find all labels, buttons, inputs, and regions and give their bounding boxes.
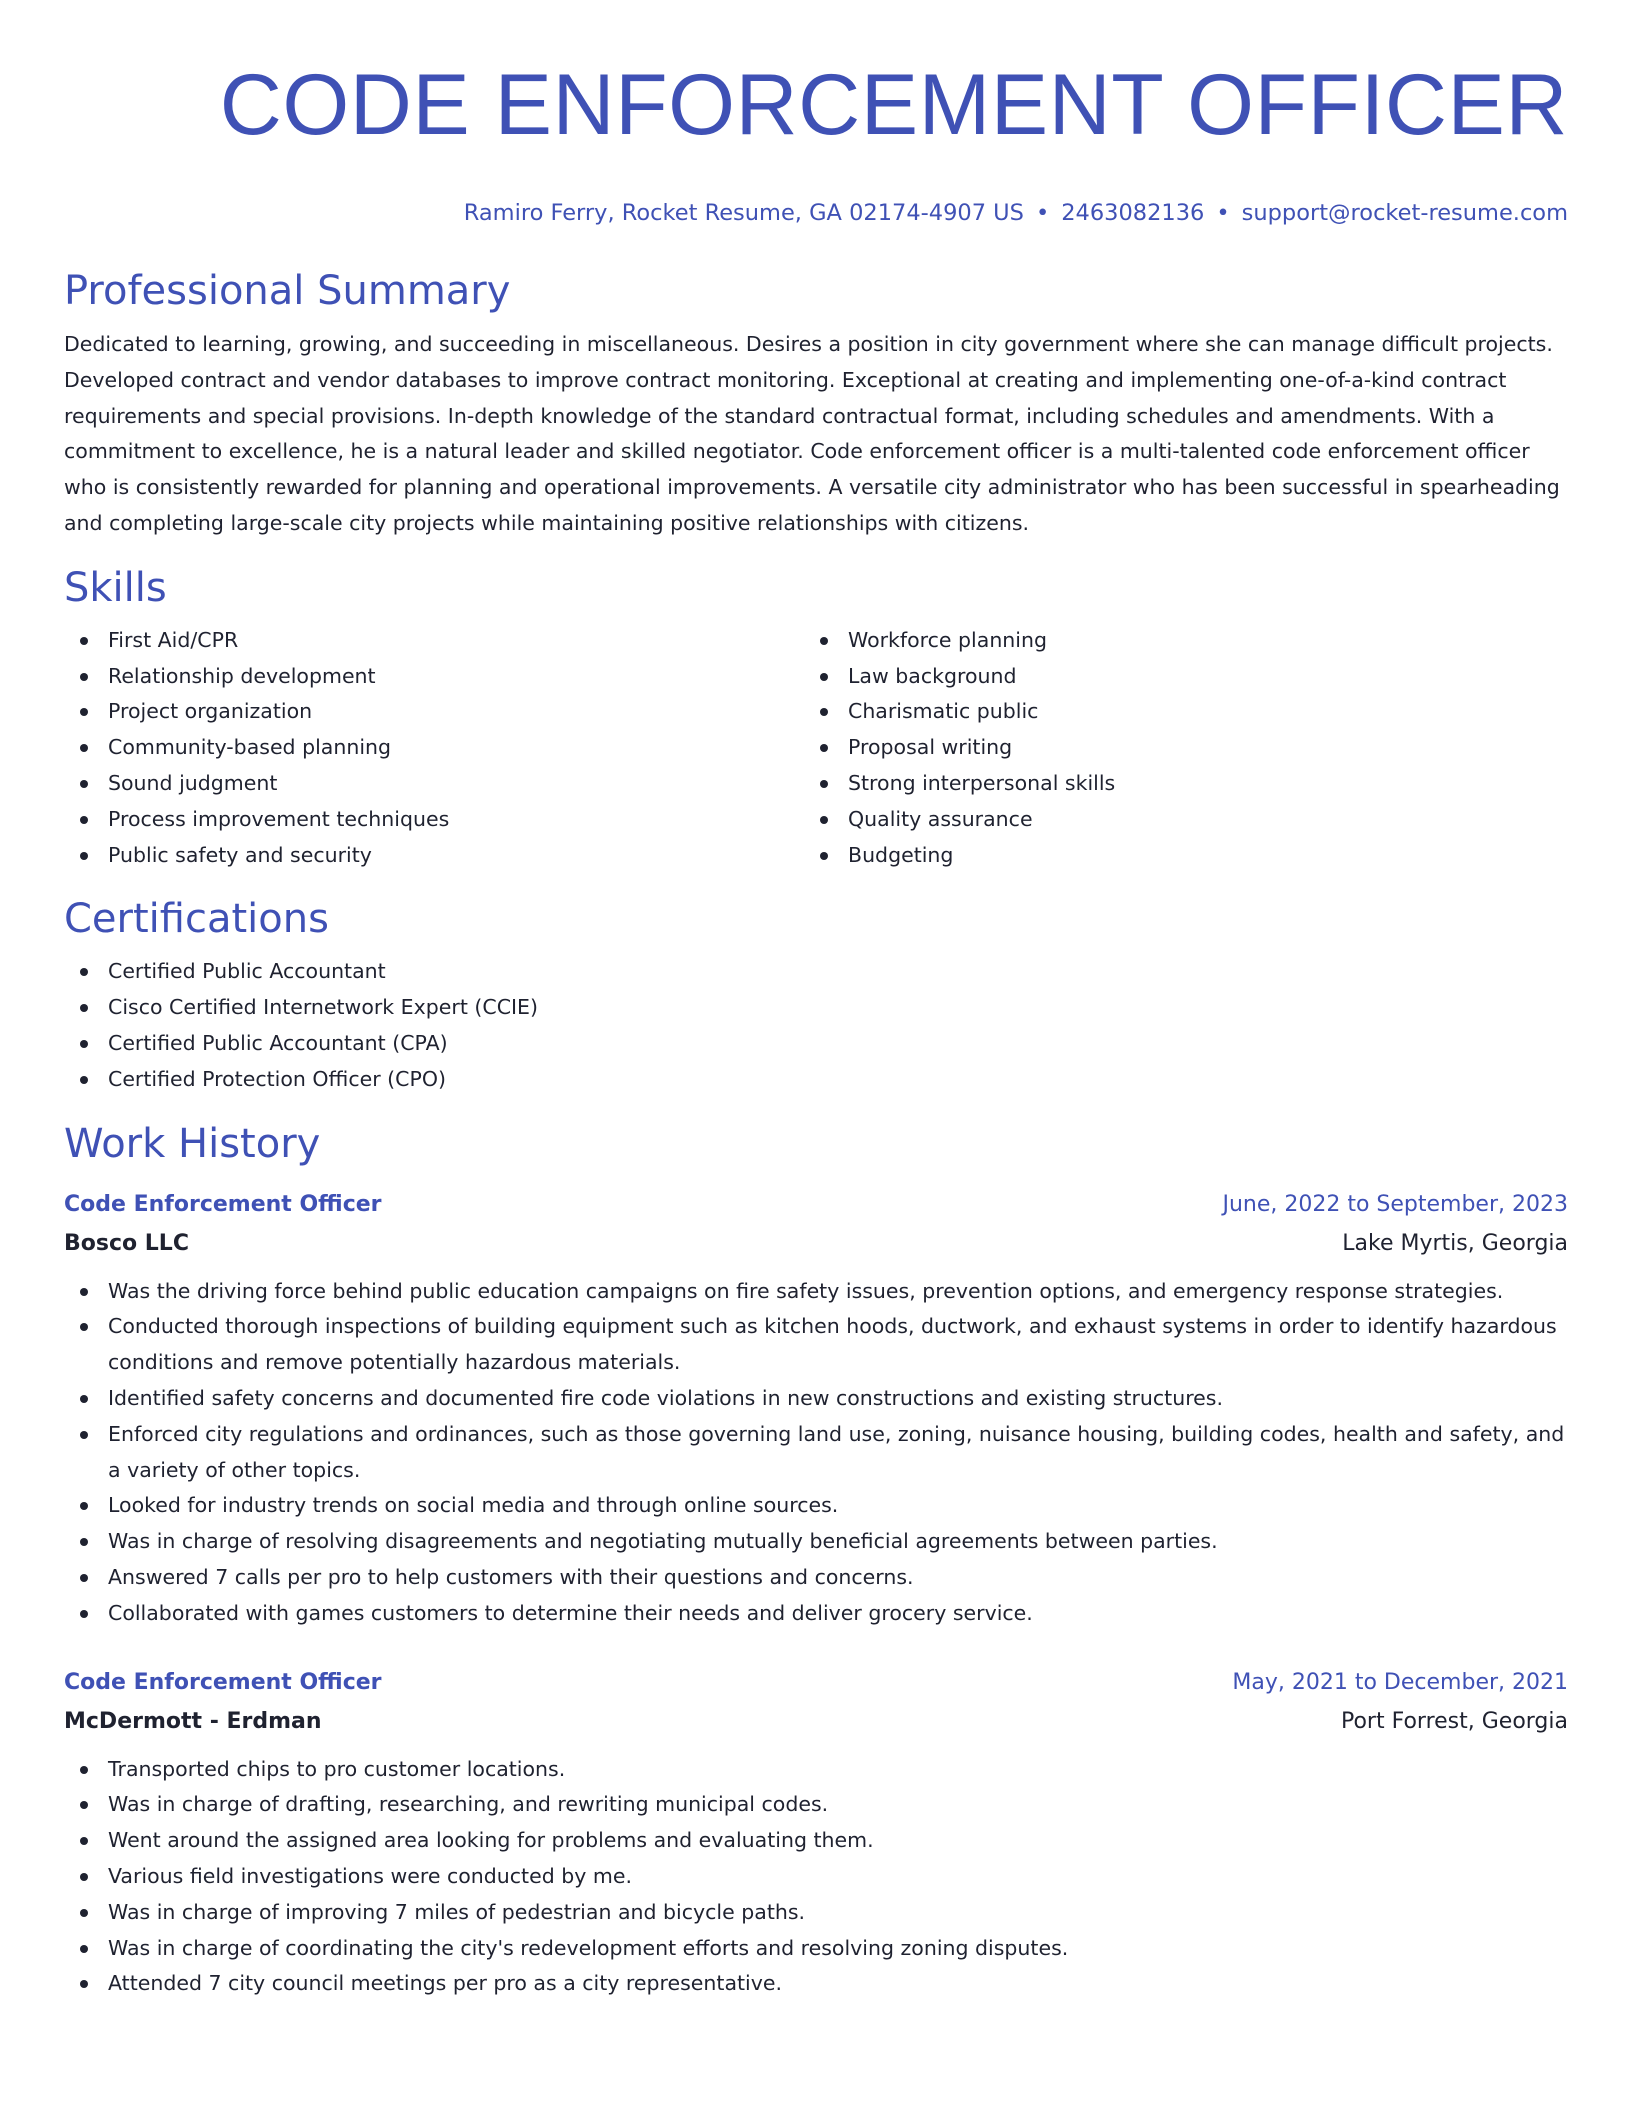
job-duty-item: Various field investigations were conducted by me. (64, 1859, 1568, 1895)
contact-separator: • (1035, 200, 1050, 226)
job-entry (64, 1186, 1568, 1632)
job-company: Bosco LLC (64, 1230, 189, 1256)
skills-heading: Skills (64, 564, 167, 611)
summary-text: Dedicated to learning, growing, and succeeding in miscellaneous. Desires a position in city government where she can manage difficult projects. Developed contract and vendor databases to improve contract monitoring. Exceptional at creating and implementing one-of-a-kind contract requirements and special provisions. In-depth knowledge of the standard contractual format, including schedules and amendments. With a commitment to excellence, he is a natural leader and skilled negotiator. Code enforcement officer is a multi-talented code enforcement officer who is consistently rewarded for planning and operational improvements. A versatile city administrator who has been successful in spearheading and completing large-scale city projects while maintaining positive relationships with citizens. (64, 332, 1560, 535)
certification-item: Cisco Certified Internetwork Expert (CCIE) (64, 990, 1568, 1026)
job-location: Lake Myrtis, Georgia (1342, 1230, 1568, 1256)
summary-section (64, 265, 1568, 542)
skill-item: Budgeting (804, 838, 1544, 874)
skill-item: Proposal writing (804, 730, 1544, 766)
job-duty-item: Was the driving force behind public education campaigns on fire safety issues, prevention options, and emergency response strategies. (64, 1274, 1568, 1310)
job-duty-item: Was in charge of coordinating the city's redevelopment efforts and resolving zoning disputes. (64, 1931, 1568, 1967)
skills-column-left (64, 623, 804, 874)
job-title-heading: CODE ENFORCEMENT OFFICER (219, 57, 1568, 153)
skills-grid (64, 623, 1568, 874)
skill-item: Community-based planning (64, 730, 804, 766)
certification-item: Certified Public Accountant (CPA) (64, 1026, 1568, 1062)
job-title-row (64, 1664, 1568, 1702)
resume-header (64, 55, 1568, 229)
skill-item: Strong interpersonal skills (804, 766, 1544, 802)
job-title-row (64, 1186, 1568, 1224)
job-duty-item: Collaborated with games customers to determine their needs and deliver grocery service. (64, 1596, 1568, 1632)
certification-item: Certified Public Accountant (64, 954, 1568, 990)
contact-separator: • (1216, 200, 1230, 226)
job-company: McDermott - Erdman (64, 1708, 322, 1734)
job-duty-item: Conducted thorough inspections of building equipment such as kitchen hoods, ductwork, and exhaust systems in order to identify hazardous conditions and remove potentially hazardous materials. (64, 1309, 1568, 1381)
job-duty-item: Attended 7 city council meetings per pro as a city representative. (64, 1966, 1568, 2002)
certifications-heading: Certifications (64, 896, 329, 943)
skill-item: Charismatic public (804, 694, 1544, 730)
skill-item: Project organization (64, 694, 804, 730)
job-duty-item: Enforced city regulations and ordinances, such as those governing land use, zoning, nuisance housing, building codes, health and safety, and a variety of other topics. (64, 1417, 1568, 1489)
skills-section (64, 562, 1568, 874)
job-duty-item: Identified safety concerns and documented fire code violations in new constructions and existing structures. (64, 1381, 1568, 1417)
job-duty-item: Went around the assigned area looking for problems and evaluating them. (64, 1823, 1568, 1859)
work-history-section (64, 1118, 1568, 2003)
skill-item: Public safety and security (64, 838, 804, 874)
skills-list-left (64, 623, 804, 874)
skill-item: Quality assurance (804, 802, 1544, 838)
skills-list-right (804, 623, 1544, 874)
job-duty-item: Was in charge of resolving disagreements and negotiating mutually beneficial agreements between parties. (64, 1524, 1568, 1560)
contact-phone: 2463082136 (1061, 200, 1205, 226)
job-duty-item: Was in charge of drafting, researching, and rewriting municipal codes. (64, 1787, 1568, 1823)
contact-address: Ramiro Ferry, Rocket Resume, GA 02174-4907 US (463, 200, 1024, 226)
contact-email: support@rocket-resume.com (1241, 200, 1568, 226)
job-duties-list (64, 1274, 1568, 1632)
skill-item: First Aid/CPR (64, 623, 804, 659)
job-company-row (64, 1702, 1568, 1742)
job-title: Code Enforcement Officer (64, 1669, 382, 1695)
job-dates: May, 2021 to December, 2021 (1232, 1669, 1568, 1695)
job-duty-item: Answered 7 calls per pro to help customers with their questions and concerns. (64, 1560, 1568, 1596)
job-company-row (64, 1224, 1568, 1264)
skill-item: Relationship development (64, 659, 804, 695)
skills-column-right (804, 623, 1544, 874)
skill-item: Sound judgment (64, 766, 804, 802)
work-history-heading: Work History (64, 1120, 321, 1167)
certifications-section (64, 893, 1568, 1097)
job-title: Code Enforcement Officer (64, 1191, 382, 1217)
certification-item: Certified Protection Officer (CPO) (64, 1062, 1568, 1098)
job-entry (64, 1664, 1568, 2003)
job-location: Port Forrest, Georgia (1340, 1708, 1568, 1734)
certifications-list (64, 954, 1568, 1097)
job-duty-item: Transported chips to pro customer locations. (64, 1752, 1568, 1788)
skill-item: Workforce planning (804, 623, 1544, 659)
skill-item: Process improvement techniques (64, 802, 804, 838)
summary-heading: Professional Summary (64, 268, 511, 314)
job-duty-item: Looked for industry trends on social media and through online sources. (64, 1488, 1568, 1524)
job-dates: June, 2022 to September, 2023 (1222, 1191, 1568, 1217)
skill-item: Law background (804, 659, 1544, 695)
contact-line (64, 197, 1568, 229)
job-duty-item: Was in charge of improving 7 miles of pedestrian and bicycle paths. (64, 1895, 1568, 1931)
job-duties-list (64, 1752, 1568, 2003)
